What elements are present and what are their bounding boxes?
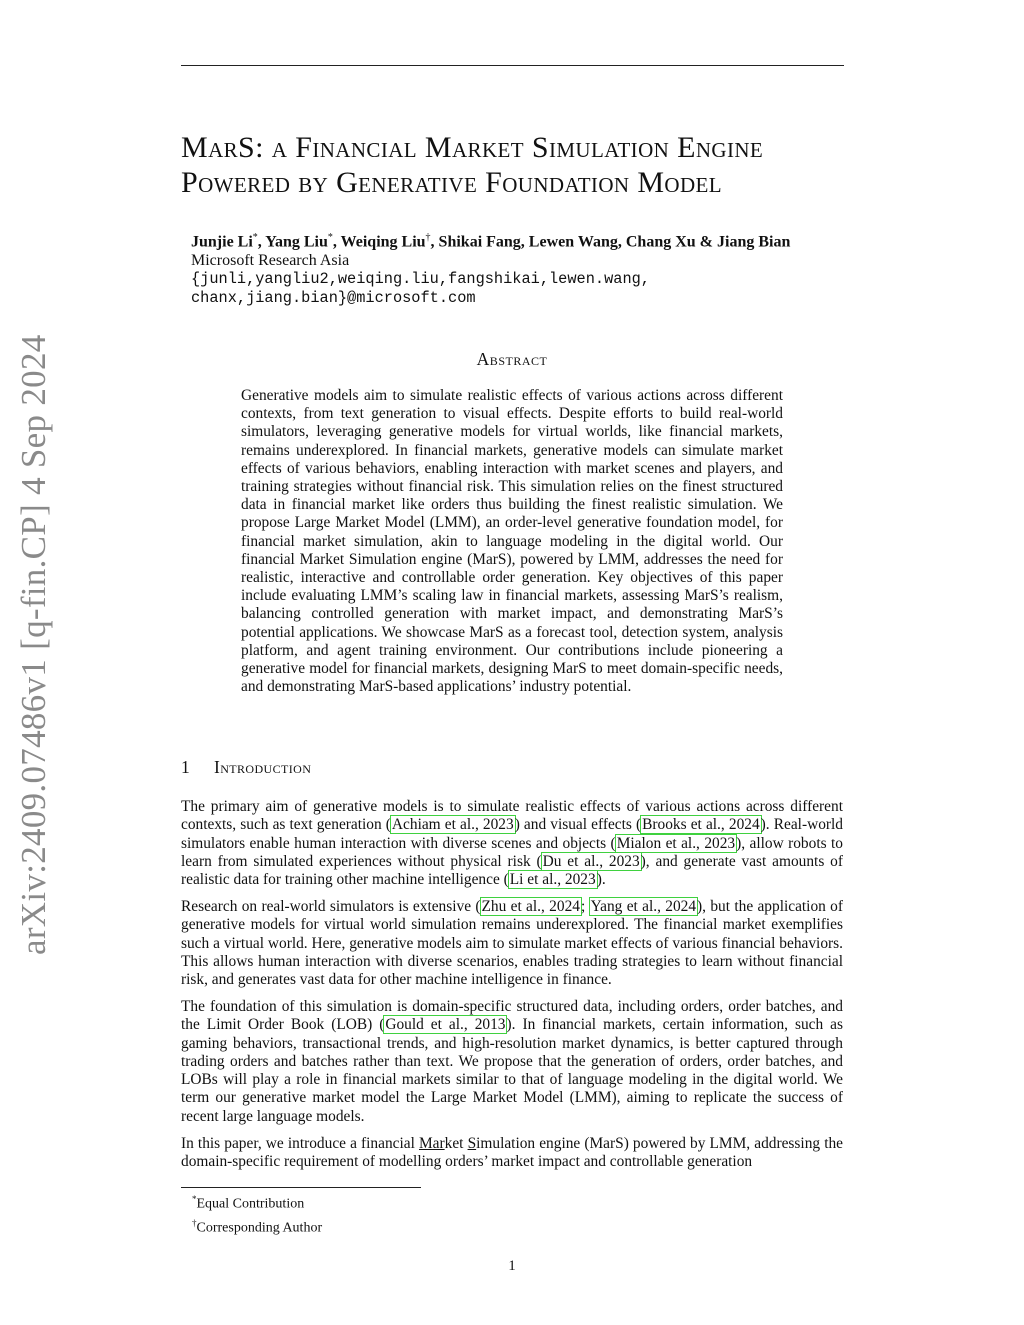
citation-link[interactable]: Gould et al., 2013 (385, 1016, 506, 1034)
section-heading (181, 757, 311, 778)
paragraph-text: ) and visual effects ( (514, 816, 642, 834)
paragraph-text: The foundation of this simulation is domain-specific structured data, including orders, order batches, and the Limit Order Book (LOB) ( (181, 997, 843, 1034)
paragraph-text: Research on real-world simulators is extensive ( (181, 897, 481, 915)
citation-link[interactable]: Brooks et al., 2024 (642, 816, 760, 834)
footnote-mark: * (192, 1194, 197, 1204)
footnote-rule (181, 1187, 421, 1188)
footnote-mark: † (192, 1217, 197, 1228)
citation-link[interactable]: Mialon et al., 2023 (616, 834, 736, 852)
arxiv-stamp: arXiv:2409.07486v1 [q-fin.CP] 4 Sep 2024 (14, 334, 53, 955)
email-line-1: {junli,yangliu2,weiqing.liu,fangshikai,lewen.wang, (191, 270, 650, 289)
author-mark: * (327, 232, 333, 243)
paragraph-text: ), and generate vast amounts of realistic data for training other machine intelligence ( (181, 852, 843, 889)
citation-link[interactable]: Zhu et al., 2024 (481, 897, 580, 915)
abstract-body: Generative models aim to simulate realistic effects of various actions across different contexts, from text generation to visual effects. Despite efforts to build real-world simulators, leveraging generative models for virtual worlds, like financial markets, remains underexplored. In financial markets, generative models can simulate market effects of various behaviors, enabling interaction with market scenes and players, and training strategies without financial risk. This simulation relies on the finest structured data in financial market like orders thus building the finest realistic simulation. We propose Large Market Model (LMM), an order-level generative foundation model, for financial market simulation, akin to language modeling in the digital world. Our financial Market Simulation engine (MarS), powered by LMM, addresses the need for realistic, interactive and controllable order generation. Key objectives of this paper include evaluating LMM’s scaling law in financial markets, assessing MarS’s realism, balancing controlled generation with market impact, and demonstrating MarS’s potential applications. We showcase MarS as a forecast tool, detection system, analysis platform, and agent training environment. Our contributions include pioneering a generative model for financial markets, designing MarS to meet domain-specific needs, and demonstrating MarS-based applications’ industry potential. (241, 387, 783, 696)
author-mark: † (425, 232, 431, 243)
paragraph-text: In this paper, we introduce a financial (181, 1134, 419, 1152)
footnote-text: Corresponding Author (196, 1220, 323, 1236)
underlined-text: Mar (418, 1134, 445, 1152)
author-name: Weiqing Liu (340, 233, 426, 251)
body-paragraph (181, 898, 843, 989)
author-mark: * (252, 232, 258, 243)
body-paragraph (181, 1135, 843, 1172)
citation-link[interactable]: Yang et al., 2024 (590, 897, 697, 915)
paper-title (181, 130, 881, 200)
underlined-text: S (467, 1134, 477, 1152)
abstract-heading: Abstract (476, 349, 548, 369)
email-line-2: chanx,jiang.bian}@microsoft.com (191, 289, 476, 308)
paragraph-text: ). Real-world simulators enable human interaction with diverse scenes and objects ( (181, 816, 843, 852)
paragraph-text: ket (444, 1134, 468, 1152)
paragraph-text: The primary aim of generative models is to simulate realistic effects of various actions across different contexts, such as text generation ( (181, 798, 843, 834)
body-paragraph (181, 998, 843, 1126)
top-rule (181, 65, 844, 66)
body-paragraph (181, 798, 843, 889)
footnote-text: Equal Contribution (196, 1196, 305, 1212)
title-line-2: Powered by Generative Foundation Model (181, 166, 723, 199)
paragraph-text: ). (596, 871, 606, 889)
citation-link[interactable]: Du et al., 2023 (542, 852, 640, 870)
section-number: 1 (181, 757, 190, 777)
author-name: Junjie Li (191, 233, 253, 251)
citation-link[interactable]: Achiam et al., 2023 (391, 816, 514, 834)
section-title: Introduction (214, 757, 312, 777)
title-line-1: MarS: a Financial Market Simulation Engine (181, 131, 764, 164)
author-names: Junjie Li*, Yang Liu*, Weiqing Liu†, Shikai Fang, Lewen Wang, Chang Xu & Jiang Bian (191, 232, 791, 251)
page-number: 1 (508, 1258, 516, 1274)
paragraph-text: ; (580, 897, 590, 915)
introduction-body (181, 798, 843, 1180)
paragraph-text: imulation engine (MarS) powered by LMM, addressing the domain-specific requirement of modelling orders’ market impact and controllable generation (181, 1134, 843, 1170)
paragraph-text: ), allow robots to learn from simulated experiences without physical risk ( (181, 834, 843, 870)
author-block (191, 228, 891, 308)
affiliation: Microsoft Research Asia (191, 252, 350, 270)
author-name: Yang Liu (265, 233, 328, 251)
paragraph-text: ). In financial markets, certain information, such as gaming behaviors, transactional trends, and high-resolution market dynamics, is better captured through trading orders and batches rather than text. We propose that the generation of orders, order batches, and LOBs will play a role in financial markets similar to that of language modeling in the digital world. We term our generative market model the Large Market Model (LMM), aiming to replicate the success of recent large language models. (181, 1016, 843, 1125)
footnote (192, 1214, 322, 1238)
paragraph-text: ), but the application of generative models for virtual world simulation remains underexplored. The financial market exemplifies such a virtual world. Here, generative models aim to simulate market effects of various financial behaviors. This allows human interaction with diverse scenarios, enables trading strategies to learn without financial risk, and generates vast data for other machine intelligence in finance. (181, 897, 843, 989)
citation-link[interactable]: Li et al., 2023 (509, 871, 596, 889)
author-name: Shikai Fang, Lewen Wang, Chang Xu & Jiang Bian (438, 233, 791, 251)
footnote (192, 1190, 322, 1214)
footnotes (192, 1190, 322, 1237)
